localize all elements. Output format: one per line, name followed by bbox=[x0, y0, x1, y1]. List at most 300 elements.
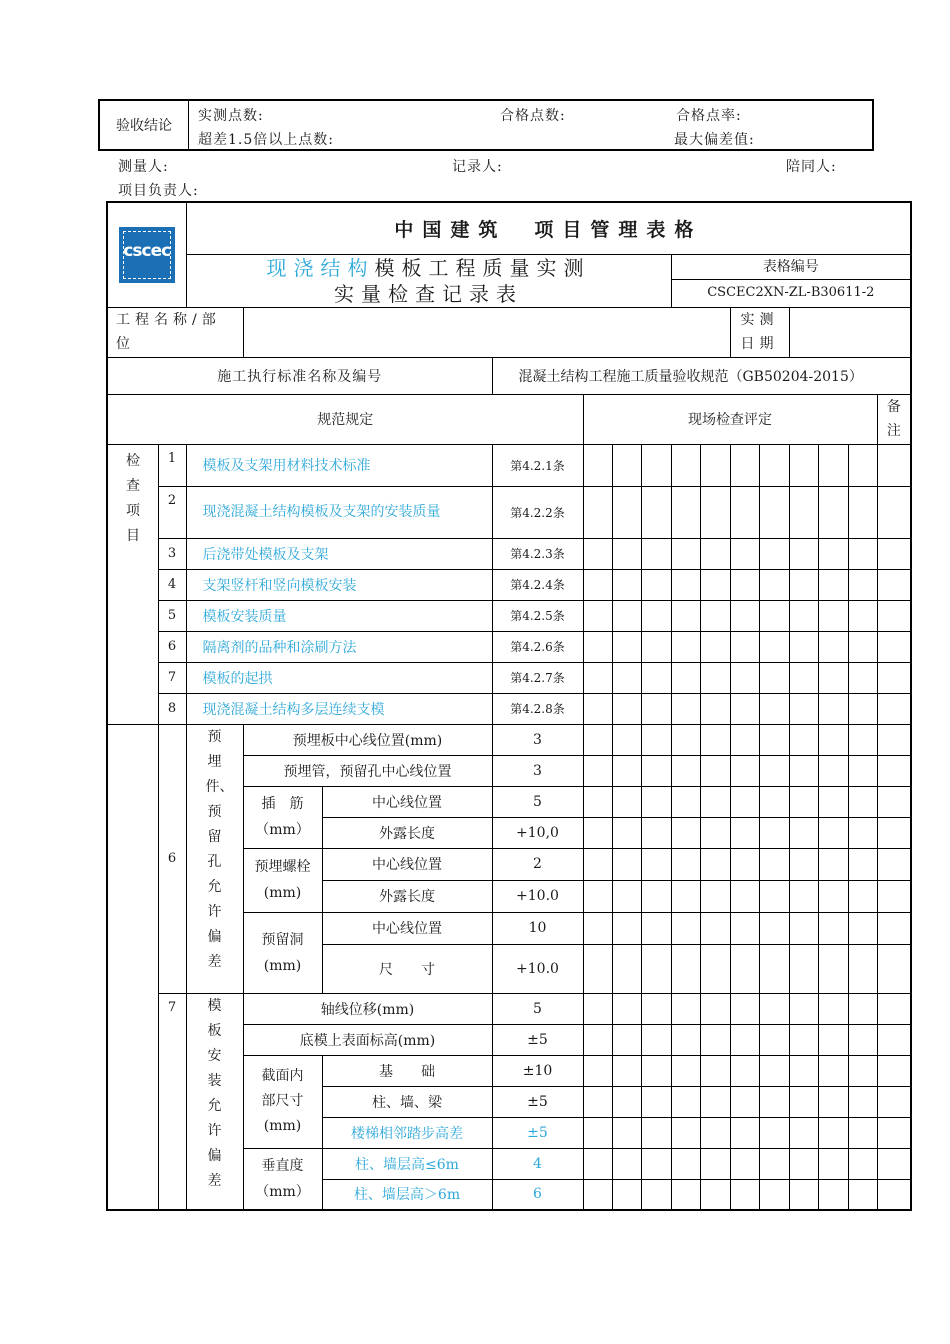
check-item-name: 隔离剂的品种和涂刷方法 bbox=[186, 631, 492, 662]
check-cell[interactable] bbox=[583, 693, 612, 724]
check-cell[interactable] bbox=[818, 786, 848, 817]
check-cell[interactable] bbox=[818, 817, 848, 848]
check-cell[interactable] bbox=[671, 1179, 700, 1210]
check-cell[interactable] bbox=[612, 1086, 641, 1117]
check-cell[interactable] bbox=[583, 1148, 612, 1179]
form-title: 现浇结构模板工程质量实测 实量检查记录表 bbox=[186, 254, 671, 307]
check-cell[interactable] bbox=[848, 724, 877, 755]
check-cell[interactable] bbox=[730, 1086, 759, 1117]
check-cell[interactable] bbox=[730, 1117, 759, 1148]
check-cell[interactable] bbox=[789, 817, 818, 848]
check-cell[interactable] bbox=[730, 600, 759, 631]
check-cell[interactable] bbox=[848, 912, 877, 944]
check-cell[interactable] bbox=[730, 755, 759, 786]
check-cell[interactable] bbox=[848, 600, 877, 631]
check-cell[interactable] bbox=[671, 912, 700, 944]
check-cell[interactable] bbox=[848, 444, 877, 486]
check-cell[interactable] bbox=[671, 486, 700, 538]
pass-rate-field[interactable]: 合格点率: bbox=[676, 108, 742, 124]
check-cell[interactable] bbox=[848, 848, 877, 880]
check-cell[interactable] bbox=[671, 444, 700, 486]
check-cell[interactable] bbox=[671, 817, 700, 848]
check-cell[interactable] bbox=[641, 444, 671, 486]
check-cell[interactable] bbox=[671, 755, 700, 786]
check-cell[interactable] bbox=[789, 662, 818, 693]
check-cell[interactable] bbox=[671, 993, 700, 1024]
standard-value: 混凝土结构工程施工质量验收规范（GB50204-2015） bbox=[492, 357, 911, 394]
check-cell[interactable] bbox=[789, 848, 818, 880]
tol-label: 柱、墙、梁 bbox=[322, 1086, 492, 1117]
check-cell[interactable] bbox=[759, 600, 789, 631]
check-cell[interactable] bbox=[583, 1024, 612, 1055]
check-cell[interactable] bbox=[700, 486, 730, 538]
check-cell[interactable] bbox=[759, 662, 789, 693]
check-cell[interactable] bbox=[671, 693, 700, 724]
check-cell[interactable] bbox=[671, 538, 700, 569]
check-cell[interactable] bbox=[700, 848, 730, 880]
remark-cell[interactable] bbox=[877, 912, 911, 944]
remark-cell[interactable] bbox=[877, 1086, 911, 1117]
check-cell[interactable] bbox=[641, 993, 671, 1024]
check-cell[interactable] bbox=[700, 944, 730, 993]
check-cell[interactable] bbox=[818, 1179, 848, 1210]
check-cell[interactable] bbox=[759, 569, 789, 600]
check-cell[interactable] bbox=[612, 631, 641, 662]
check-cell[interactable] bbox=[641, 1117, 671, 1148]
check-cell[interactable] bbox=[848, 1024, 877, 1055]
section-label: 截面内 部尺寸 (mm) bbox=[243, 1055, 322, 1148]
check-cell[interactable] bbox=[583, 786, 612, 817]
check-item-article: 第4.2.4条 bbox=[492, 569, 583, 600]
check-cell[interactable] bbox=[789, 1055, 818, 1086]
check-item-no: 5 bbox=[158, 600, 186, 631]
tol-label: 预埋管，预留孔中心线位置 bbox=[243, 755, 492, 786]
check-item-no: 4 bbox=[158, 569, 186, 600]
check-cell[interactable] bbox=[583, 1117, 612, 1148]
measure-date-value[interactable] bbox=[789, 307, 911, 357]
measured-points-field[interactable]: 实测点数: bbox=[198, 108, 264, 124]
check-cell[interactable] bbox=[671, 848, 700, 880]
check-cell[interactable] bbox=[641, 486, 671, 538]
check-cell[interactable] bbox=[759, 444, 789, 486]
check-cell[interactable] bbox=[848, 569, 877, 600]
check-cell[interactable] bbox=[671, 944, 700, 993]
check-cell[interactable] bbox=[759, 538, 789, 569]
check-cell[interactable] bbox=[818, 662, 848, 693]
check-cell[interactable] bbox=[789, 600, 818, 631]
check-cell[interactable] bbox=[583, 848, 612, 880]
check-cell[interactable] bbox=[641, 724, 671, 755]
remark-cell[interactable] bbox=[877, 817, 911, 848]
check-cell[interactable] bbox=[700, 1117, 730, 1148]
check-cell[interactable] bbox=[612, 486, 641, 538]
remark-cell[interactable] bbox=[877, 662, 911, 693]
check-cell[interactable] bbox=[789, 1117, 818, 1148]
check-cell[interactable] bbox=[641, 944, 671, 993]
check-cell[interactable] bbox=[848, 817, 877, 848]
check-cell[interactable] bbox=[700, 662, 730, 693]
check-cell[interactable] bbox=[818, 724, 848, 755]
check-cell[interactable] bbox=[818, 538, 848, 569]
check-cell[interactable] bbox=[759, 486, 789, 538]
check-cell[interactable] bbox=[641, 693, 671, 724]
check-cell[interactable] bbox=[700, 693, 730, 724]
check-cell[interactable] bbox=[671, 631, 700, 662]
check-cell[interactable] bbox=[583, 538, 612, 569]
check-cell[interactable] bbox=[641, 755, 671, 786]
check-cell[interactable] bbox=[730, 1148, 759, 1179]
check-cell[interactable] bbox=[612, 848, 641, 880]
install-group-label: 模板安装允许偏差 bbox=[186, 993, 243, 1210]
check-cell[interactable] bbox=[818, 1148, 848, 1179]
check-cell[interactable] bbox=[730, 444, 759, 486]
acceptance-conclusion bbox=[98, 99, 874, 151]
check-cell[interactable] bbox=[789, 755, 818, 786]
check-cell[interactable] bbox=[730, 786, 759, 817]
check-cell[interactable] bbox=[641, 912, 671, 944]
check-cell[interactable] bbox=[759, 1055, 789, 1086]
check-cell[interactable] bbox=[583, 444, 612, 486]
remark-cell[interactable] bbox=[877, 486, 911, 538]
check-cell[interactable] bbox=[700, 755, 730, 786]
check-cell[interactable] bbox=[583, 880, 612, 912]
check-cell[interactable] bbox=[583, 1086, 612, 1117]
check-item-article: 第4.2.6条 bbox=[492, 631, 583, 662]
check-cell[interactable] bbox=[759, 817, 789, 848]
check-cell[interactable] bbox=[583, 944, 612, 993]
tol-label: 柱、墙层高＞6m bbox=[322, 1179, 492, 1210]
check-cell[interactable] bbox=[583, 912, 612, 944]
embedded-group-label: 预埋件、预留孔允许偏差 bbox=[186, 724, 243, 993]
pass-points-field[interactable]: 合格点数: bbox=[500, 108, 566, 124]
check-cell[interactable] bbox=[612, 880, 641, 912]
check-cell[interactable] bbox=[700, 880, 730, 912]
inspection-form bbox=[106, 201, 910, 1211]
check-cell[interactable] bbox=[700, 912, 730, 944]
check-cell[interactable] bbox=[848, 1086, 877, 1117]
check-cell[interactable] bbox=[671, 662, 700, 693]
check-cell[interactable] bbox=[848, 786, 877, 817]
standard-label: 施工执行标准名称及编号 bbox=[107, 357, 492, 394]
check-cell[interactable] bbox=[818, 993, 848, 1024]
check-cell[interactable] bbox=[759, 786, 789, 817]
remark-cell[interactable] bbox=[877, 538, 911, 569]
check-cell[interactable] bbox=[700, 1024, 730, 1055]
check-cell[interactable] bbox=[789, 786, 818, 817]
check-cell[interactable] bbox=[789, 1148, 818, 1179]
check-cell[interactable] bbox=[789, 486, 818, 538]
check-cell[interactable] bbox=[789, 538, 818, 569]
remark-cell[interactable] bbox=[877, 724, 911, 755]
check-cell[interactable] bbox=[612, 1024, 641, 1055]
check-cell[interactable] bbox=[730, 993, 759, 1024]
check-item-name: 模板及支架用材料技术标准 bbox=[186, 444, 492, 486]
check-cell[interactable] bbox=[641, 1179, 671, 1210]
check-cell[interactable] bbox=[641, 538, 671, 569]
check-cell[interactable] bbox=[730, 1024, 759, 1055]
check-cell[interactable] bbox=[700, 631, 730, 662]
check-cell[interactable] bbox=[789, 693, 818, 724]
check-cell[interactable] bbox=[848, 1148, 877, 1179]
check-cell[interactable] bbox=[671, 724, 700, 755]
check-cell[interactable] bbox=[671, 1086, 700, 1117]
check-cell[interactable] bbox=[848, 1055, 877, 1086]
check-cell[interactable] bbox=[612, 538, 641, 569]
remark-cell[interactable] bbox=[877, 848, 911, 880]
check-cell[interactable] bbox=[671, 600, 700, 631]
check-cell[interactable] bbox=[641, 786, 671, 817]
check-cell[interactable] bbox=[818, 486, 848, 538]
tol-value: 5 bbox=[492, 786, 583, 817]
check-cell[interactable] bbox=[789, 944, 818, 993]
check-cell[interactable] bbox=[612, 724, 641, 755]
check-cell[interactable] bbox=[583, 569, 612, 600]
check-cell[interactable] bbox=[848, 486, 877, 538]
check-cell[interactable] bbox=[730, 817, 759, 848]
form-number: CSCEC2XN-ZL-B30611-2 bbox=[707, 285, 875, 300]
check-cell[interactable] bbox=[789, 631, 818, 662]
remark-cell[interactable] bbox=[877, 693, 911, 724]
tol-label: 楼梯相邻踏步高差 bbox=[322, 1117, 492, 1148]
tol-value: 10 bbox=[492, 912, 583, 944]
check-cell[interactable] bbox=[641, 880, 671, 912]
check-cell[interactable] bbox=[848, 662, 877, 693]
check-cell[interactable] bbox=[700, 1148, 730, 1179]
check-cell[interactable] bbox=[612, 569, 641, 600]
check-cell[interactable] bbox=[612, 944, 641, 993]
check-cell[interactable] bbox=[818, 569, 848, 600]
check-cell[interactable] bbox=[583, 817, 612, 848]
check-cell[interactable] bbox=[583, 1179, 612, 1210]
check-cell[interactable] bbox=[818, 444, 848, 486]
check-cell[interactable] bbox=[848, 880, 877, 912]
check-cell[interactable] bbox=[730, 880, 759, 912]
check-cell[interactable] bbox=[818, 912, 848, 944]
check-cell[interactable] bbox=[818, 1086, 848, 1117]
check-cell[interactable] bbox=[671, 569, 700, 600]
tol-label: 中心线位置 bbox=[322, 848, 492, 880]
check-cell[interactable] bbox=[789, 724, 818, 755]
surveyor-field[interactable]: 测量人: bbox=[118, 159, 169, 175]
check-cell[interactable] bbox=[759, 1024, 789, 1055]
check-cell[interactable] bbox=[759, 693, 789, 724]
companion-field[interactable]: 陪同人: bbox=[786, 159, 837, 175]
max-deviation-field[interactable]: 最大偏差值: bbox=[674, 132, 755, 148]
check-cell[interactable] bbox=[730, 1055, 759, 1086]
check-cell[interactable] bbox=[730, 569, 759, 600]
check-cell[interactable] bbox=[789, 880, 818, 912]
check-items-label: 检查项目 bbox=[107, 444, 158, 724]
check-cell[interactable] bbox=[583, 993, 612, 1024]
check-cell[interactable] bbox=[612, 786, 641, 817]
check-cell[interactable] bbox=[641, 1086, 671, 1117]
check-cell[interactable] bbox=[671, 1117, 700, 1148]
check-cell[interactable] bbox=[583, 600, 612, 631]
check-cell[interactable] bbox=[700, 600, 730, 631]
remark-cell[interactable] bbox=[877, 569, 911, 600]
check-cell[interactable] bbox=[641, 848, 671, 880]
check-cell[interactable] bbox=[848, 1117, 877, 1148]
check-cell[interactable] bbox=[612, 755, 641, 786]
check-cell[interactable] bbox=[671, 1024, 700, 1055]
check-cell[interactable] bbox=[818, 693, 848, 724]
remark-cell[interactable] bbox=[877, 1055, 911, 1086]
check-cell[interactable] bbox=[612, 1117, 641, 1148]
remark-cell[interactable] bbox=[877, 444, 911, 486]
check-cell[interactable] bbox=[583, 755, 612, 786]
check-cell[interactable] bbox=[759, 755, 789, 786]
remark-cell[interactable] bbox=[877, 880, 911, 912]
check-cell[interactable] bbox=[789, 912, 818, 944]
check-cell[interactable] bbox=[730, 486, 759, 538]
check-cell[interactable] bbox=[700, 993, 730, 1024]
check-item-article: 第4.2.1条 bbox=[492, 444, 583, 486]
check-cell[interactable] bbox=[612, 1148, 641, 1179]
check-cell[interactable] bbox=[818, 631, 848, 662]
check-cell[interactable] bbox=[818, 944, 848, 993]
check-cell[interactable] bbox=[759, 1179, 789, 1210]
check-cell[interactable] bbox=[789, 1086, 818, 1117]
check-cell[interactable] bbox=[612, 662, 641, 693]
check-cell[interactable] bbox=[818, 600, 848, 631]
check-cell[interactable] bbox=[583, 724, 612, 755]
check-cell[interactable] bbox=[730, 1179, 759, 1210]
tol-label: 尺 寸 bbox=[322, 944, 492, 993]
check-cell[interactable] bbox=[612, 1179, 641, 1210]
check-cell[interactable] bbox=[612, 693, 641, 724]
check-cell[interactable] bbox=[700, 786, 730, 817]
check-item-name: 模板安装质量 bbox=[186, 600, 492, 631]
check-cell[interactable] bbox=[730, 662, 759, 693]
remark-cell[interactable] bbox=[877, 993, 911, 1024]
check-item-name: 现浇混凝土结构多层连续支模 bbox=[186, 693, 492, 724]
check-cell[interactable] bbox=[759, 944, 789, 993]
check-cell[interactable] bbox=[641, 1055, 671, 1086]
check-cell[interactable] bbox=[759, 724, 789, 755]
check-cell[interactable] bbox=[759, 631, 789, 662]
check-cell[interactable] bbox=[848, 631, 877, 662]
tol-value: +10,0 bbox=[492, 817, 583, 848]
check-cell[interactable] bbox=[583, 1055, 612, 1086]
check-cell[interactable] bbox=[583, 662, 612, 693]
check-cell[interactable] bbox=[612, 1055, 641, 1086]
remark-cell[interactable] bbox=[877, 786, 911, 817]
check-cell[interactable] bbox=[671, 1148, 700, 1179]
check-cell[interactable] bbox=[700, 817, 730, 848]
check-cell[interactable] bbox=[848, 993, 877, 1024]
manager-field[interactable]: 项目负责人: bbox=[118, 183, 199, 199]
remark-cell[interactable] bbox=[877, 1148, 911, 1179]
remark-cell[interactable] bbox=[877, 1117, 911, 1148]
check-cell[interactable] bbox=[700, 1055, 730, 1086]
remark-cell[interactable] bbox=[877, 1179, 911, 1210]
check-cell[interactable] bbox=[818, 755, 848, 786]
check-cell[interactable] bbox=[848, 944, 877, 993]
check-cell[interactable] bbox=[789, 1024, 818, 1055]
check-cell[interactable] bbox=[759, 993, 789, 1024]
check-cell[interactable] bbox=[759, 880, 789, 912]
check-cell[interactable] bbox=[848, 538, 877, 569]
check-cell[interactable] bbox=[612, 912, 641, 944]
check-cell[interactable] bbox=[730, 848, 759, 880]
check-cell[interactable] bbox=[818, 1055, 848, 1086]
check-cell[interactable] bbox=[789, 1179, 818, 1210]
check-cell[interactable] bbox=[612, 600, 641, 631]
check-cell[interactable] bbox=[818, 848, 848, 880]
check-cell[interactable] bbox=[641, 600, 671, 631]
check-cell[interactable] bbox=[583, 486, 612, 538]
remark-cell[interactable] bbox=[877, 1024, 911, 1055]
check-cell[interactable] bbox=[641, 569, 671, 600]
check-cell[interactable] bbox=[730, 631, 759, 662]
check-cell[interactable] bbox=[700, 1086, 730, 1117]
check-cell[interactable] bbox=[612, 444, 641, 486]
check-cell[interactable] bbox=[818, 1024, 848, 1055]
recorder-field[interactable]: 记录人: bbox=[452, 159, 503, 175]
check-cell[interactable] bbox=[789, 444, 818, 486]
check-cell[interactable] bbox=[700, 724, 730, 755]
check-cell[interactable] bbox=[641, 817, 671, 848]
check-cell[interactable] bbox=[700, 444, 730, 486]
check-cell[interactable] bbox=[700, 1179, 730, 1210]
check-cell[interactable] bbox=[848, 693, 877, 724]
remark-cell[interactable] bbox=[877, 755, 911, 786]
check-cell[interactable] bbox=[730, 912, 759, 944]
project-name-value[interactable] bbox=[243, 307, 730, 357]
remark-cell[interactable] bbox=[877, 944, 911, 993]
check-cell[interactable] bbox=[759, 848, 789, 880]
check-cell[interactable] bbox=[759, 912, 789, 944]
check-cell[interactable] bbox=[641, 1024, 671, 1055]
check-cell[interactable] bbox=[671, 786, 700, 817]
tol-label: 预埋板中心线位置(mm) bbox=[243, 724, 492, 755]
remark-cell[interactable] bbox=[877, 631, 911, 662]
remark-cell[interactable] bbox=[877, 600, 911, 631]
check-cell[interactable] bbox=[612, 817, 641, 848]
check-cell[interactable] bbox=[641, 631, 671, 662]
check-item-name: 现浇混凝土结构模板及支架的安装质量 bbox=[186, 486, 492, 538]
check-cell[interactable] bbox=[700, 569, 730, 600]
check-cell[interactable] bbox=[759, 1117, 789, 1148]
check-cell[interactable] bbox=[671, 1055, 700, 1086]
check-item-article: 第4.2.5条 bbox=[492, 600, 583, 631]
check-cell[interactable] bbox=[583, 631, 612, 662]
check-cell[interactable] bbox=[730, 944, 759, 993]
tol-value: 5 bbox=[492, 993, 583, 1024]
over-points-field[interactable]: 超差1.5倍以上点数: bbox=[198, 132, 334, 148]
check-cell[interactable] bbox=[730, 538, 759, 569]
check-cell[interactable] bbox=[789, 569, 818, 600]
check-cell[interactable] bbox=[641, 662, 671, 693]
check-cell[interactable] bbox=[612, 993, 641, 1024]
check-cell[interactable] bbox=[759, 1086, 789, 1117]
check-cell[interactable] bbox=[848, 1179, 877, 1210]
check-cell[interactable] bbox=[759, 1148, 789, 1179]
measure-date-label: 实测日期 bbox=[730, 307, 789, 357]
check-cell[interactable] bbox=[730, 693, 759, 724]
check-cell[interactable] bbox=[848, 755, 877, 786]
check-cell[interactable] bbox=[818, 1117, 848, 1148]
check-cell[interactable] bbox=[671, 880, 700, 912]
check-cell[interactable] bbox=[730, 724, 759, 755]
check-cell[interactable] bbox=[818, 880, 848, 912]
form-number-label: 表格编号 bbox=[672, 255, 911, 280]
check-cell[interactable] bbox=[700, 538, 730, 569]
check-cell[interactable] bbox=[641, 1148, 671, 1179]
check-cell[interactable] bbox=[789, 993, 818, 1024]
tol-value: 3 bbox=[492, 755, 583, 786]
vertical-label: 垂直度 （mm） bbox=[243, 1148, 322, 1210]
